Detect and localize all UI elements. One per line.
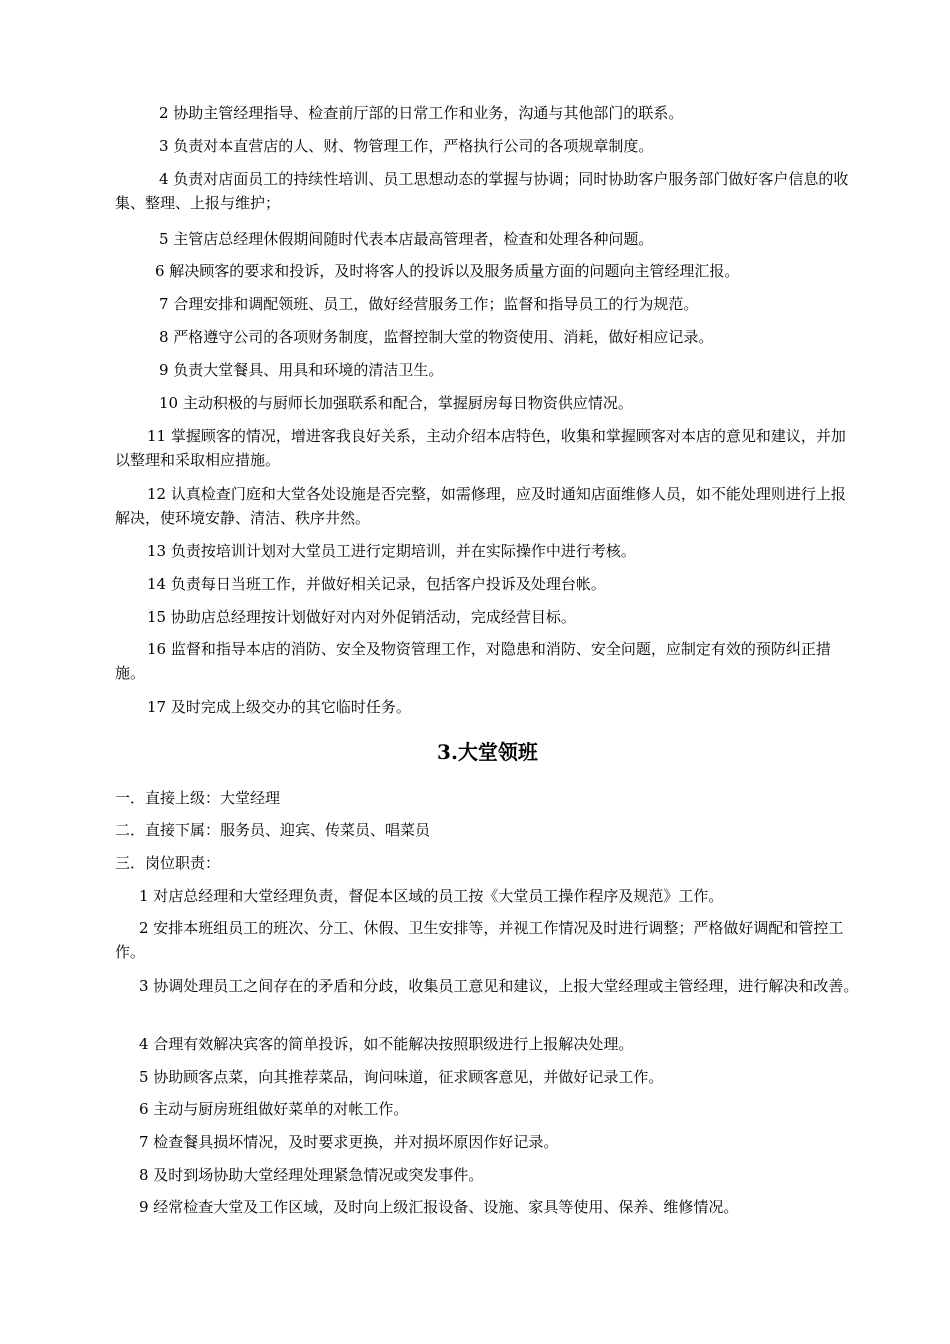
duty-item-a-2: 2 协助主管经理指导、检查前厅部的日常工作和业务，沟通与其他部门的联系。 (159, 104, 684, 122)
duty-item-a-16: 16 监督和指导本店的消防、安全及物资管理工作，对隐患和消防、安全问题，应制定有效的预防纠正措施。 (115, 640, 831, 682)
duty-item-a-10: 10 主动积极的与厨师长加强联系和配合，掌握厨房每日物资供应情况。 (159, 394, 633, 412)
duty-item-a-4: 4 负责对店面员工的持续性培训、员工思想动态的掌握与协调；同时协助客户服务部门做好客户信息的收集、整理、上报与维护； (115, 170, 849, 212)
duty-item-b-6: 6 主动与厨房班组做好菜单的对帐工作。 (139, 1100, 409, 1118)
duty-item-b-1: 1 对店总经理和大堂经理负责，督促本区域的员工按《大堂员工操作程序及规范》工作。 (139, 887, 724, 905)
duty-item-a-7: 7 合理安排和调配领班、员工，做好经营服务工作；监督和指导员工的行为规范。 (159, 295, 699, 313)
duty-item-a-12: 12 认真检查门庭和大堂各处设施是否完整，如需修理，应及时通知店面维修人员，如不能处理则进行上报解决，使环境安静、清洁、秩序井然。 (115, 485, 846, 527)
direct-subordinate: 二．直接下属：服务员、迎宾、传菜员、唱菜员 (115, 821, 431, 839)
duty-item-b-2: 2 安排本班组员工的班次、分工、休假、卫生安排等，并视工作情况及时进行调整；严格做好调配和管控工作。 (115, 919, 844, 961)
section-title: 3.大堂领班 (437, 740, 538, 764)
duty-item-a-3: 3 负责对本直营店的人、财、物管理工作，严格执行公司的各项规章制度。 (159, 137, 654, 155)
duty-item-a-9: 9 负责大堂餐具、用具和环境的清洁卫生。 (159, 361, 444, 379)
duty-item-b-8: 8 及时到场协助大堂经理处理紧急情况或突发事件。 (139, 1166, 484, 1184)
duty-item-a-5: 5 主管店总经理休假期间随时代表本店最高管理者，检查和处理各种问题。 (159, 230, 654, 248)
duty-item-a-6: 6 解决顾客的要求和投诉，及时将客人的投诉以及服务质量方面的问题向主管经理汇报。 (155, 262, 740, 280)
duties-label: 三．岗位职责： (115, 854, 221, 872)
duty-item-b-4: 4 合理有效解决宾客的简单投诉，如不能解决按照职级进行上报解决处理。 (139, 1035, 634, 1053)
direct-superior: 一．直接上级：大堂经理 (115, 789, 281, 807)
duty-item-b-3: 3 协调处理员工之间存在的矛盾和分歧，收集员工意见和建议，上报大堂经理或主管经理，进行解决和改善。 (139, 977, 859, 995)
duty-item-a-14: 14 负责每日当班工作，并做好相关记录，包括客户投诉及处理台帐。 (147, 575, 606, 593)
duty-item-b-9: 9 经常检查大堂及工作区域，及时向上级汇报设备、设施、家具等使用、保养、维修情况。 (139, 1198, 739, 1216)
duty-item-b-5: 5 协助顾客点菜，向其推荐菜品，询问味道，征求顾客意见，并做好记录工作。 (139, 1068, 664, 1086)
duty-item-b-7: 7 检查餐具损坏情况，及时要求更换，并对损坏原因作好记录。 (139, 1133, 559, 1151)
duty-item-a-17: 17 及时完成上级交办的其它临时任务。 (147, 698, 411, 716)
duty-item-a-15: 15 协助店总经理按计划做好对内对外促销活动，完成经营目标。 (147, 608, 576, 626)
duty-item-a-8: 8 严格遵守公司的各项财务制度，监督控制大堂的物资使用、消耗，做好相应记录。 (159, 328, 714, 346)
duty-item-a-11: 11 掌握顾客的情况，增进客我良好关系，主动介绍本店特色，收集和掌握顾客对本店的意见和建议，并加以整理和采取相应措施。 (115, 427, 846, 469)
duty-item-a-13: 13 负责按培训计划对大堂员工进行定期培训，并在实际操作中进行考核。 (147, 542, 636, 560)
